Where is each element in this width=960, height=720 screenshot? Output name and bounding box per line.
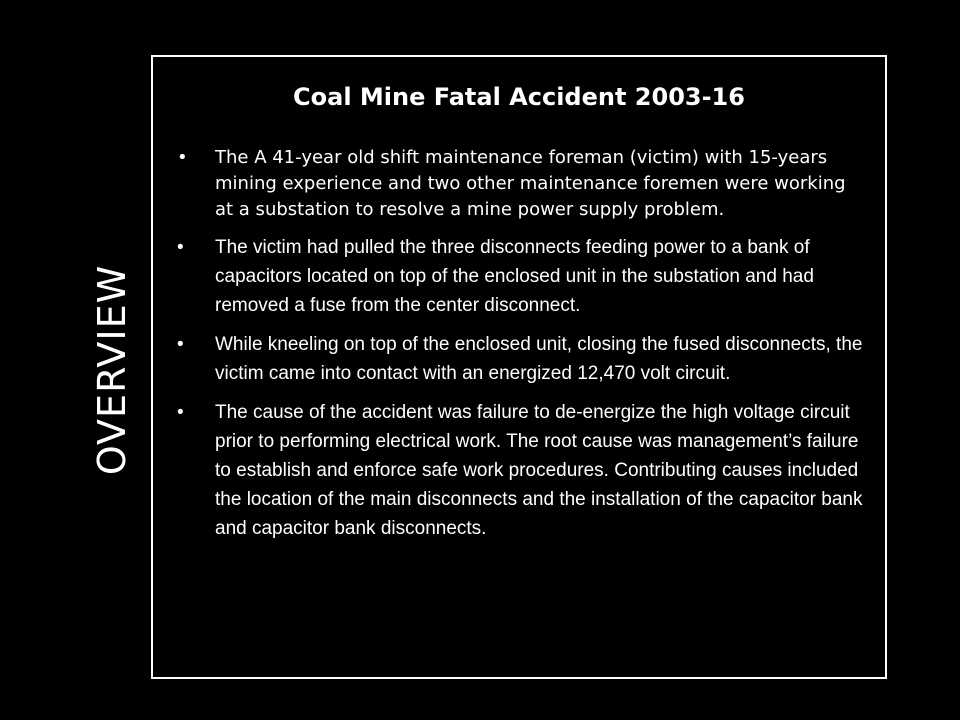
bullet-dot-icon: • <box>177 402 184 423</box>
bullet-text: While kneeling on top of the enclosed unit, closing the fused disconnects, the victim came into contact with an energized 12,470 volt circuit. <box>215 334 863 384</box>
content-panel <box>151 55 887 679</box>
bullet-dot-icon: • <box>177 334 184 355</box>
bullet-text: The A 41-year old shift maintenance foreman (victim) with 15-years mining experience and two other maintenance foremen were working at a substation to resolve a mine power supply problem. <box>215 147 846 220</box>
bullet-text: The victim had pulled the three disconnects feeding power to a bank of capacitors located on top of the enclosed unit in the substation and had removed a fuse from the center disconnect. <box>215 237 814 316</box>
bullet-item <box>175 398 865 543</box>
bullet-dot-icon: • <box>177 147 188 168</box>
slide-title: Coal Mine Fatal Accident 2003-16 <box>293 83 745 111</box>
bullet-item <box>175 330 865 388</box>
bullet-text: The cause of the accident was failure to de-energize the high voltage circuit prior to performing electrical work. The root cause was management’s failure to establish and enforce safe work procedures. Contributing causes included the location of the main disconnects and the installation of the capacitor bank and capacitor bank disconnects. <box>215 402 863 539</box>
bullet-list <box>175 145 865 553</box>
bullet-item <box>175 233 865 320</box>
bullet-item <box>175 145 865 223</box>
bullet-dot-icon: • <box>177 237 184 258</box>
side-label: OVERVIEW <box>90 264 134 476</box>
